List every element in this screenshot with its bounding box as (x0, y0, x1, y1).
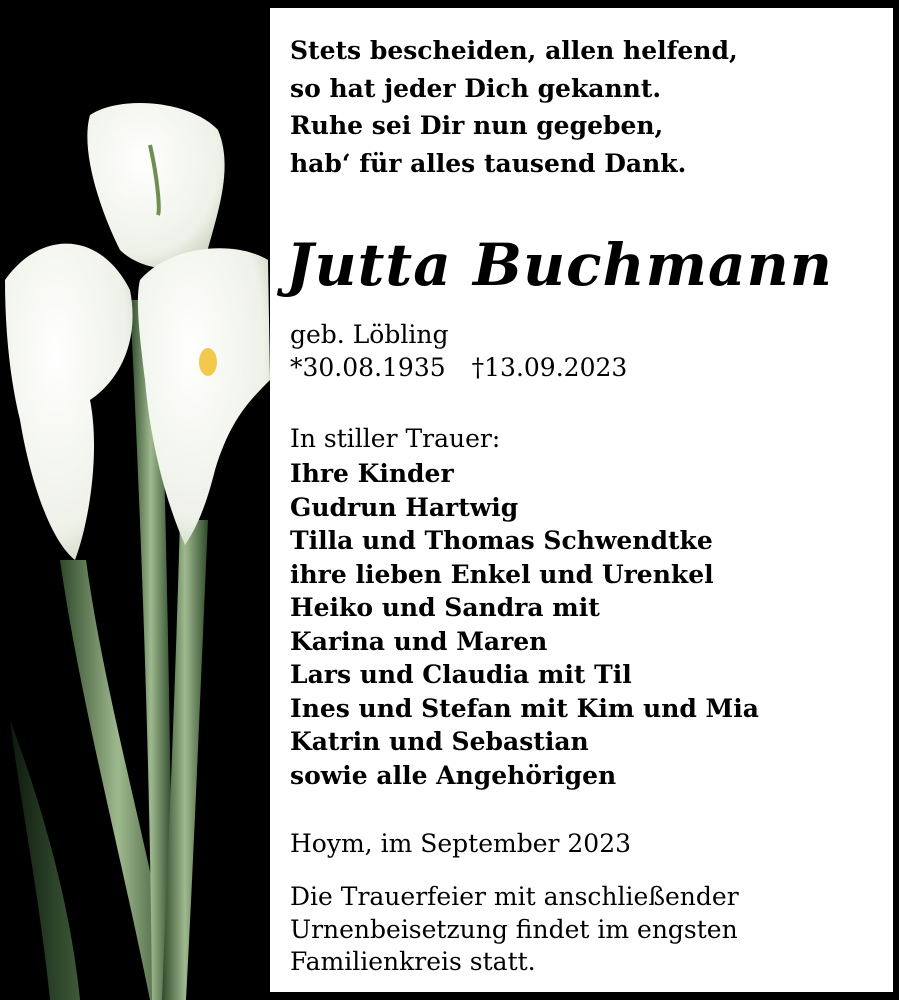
obituary-panel (270, 8, 893, 992)
mourner-line: Lars und Claudia mit Til (290, 660, 632, 689)
ceremony-line: Die Trauerfeier mit anschließender (290, 882, 739, 911)
mourner-line: Karina und Maren (290, 626, 548, 656)
mourner-line: Ines und Stefan mit Kim und Mia (290, 693, 759, 723)
ceremony-line: Familienkreis statt. (290, 947, 536, 976)
mourner-line: Heiko und Sandra mit (290, 593, 600, 622)
place-date: Hoym, im September 2023 (290, 829, 632, 858)
ceremony-notice (290, 881, 739, 979)
memorial-verse (290, 32, 738, 182)
verse-line: hab‘ für alles tausend Dank. (290, 148, 687, 178)
mourner-line: Gudrun Hartwig (290, 492, 519, 522)
mourner-line: Ihre Kinder (290, 459, 454, 488)
verse-line: so hat jeder Dich gekannt. (290, 73, 662, 103)
verse-line: Ruhe sei Dir nun gegeben, (290, 111, 664, 140)
birth-date: *30.08.1935 (290, 353, 446, 382)
death-date: †13.09.2023 (471, 353, 628, 382)
mourners-list (290, 457, 759, 792)
mourner-line: ihre lieben Enkel und Urenkel (290, 559, 714, 589)
calla-lily-photo (0, 0, 270, 1000)
life-dates (290, 351, 627, 384)
lily-spadix-right (199, 348, 217, 376)
ceremony-line: Urnenbeisetzung findet im engsten (290, 914, 738, 944)
verse-line: Stets bescheiden, allen helfend, (290, 36, 738, 65)
calla-lily-illustration (0, 0, 270, 1000)
birth-name: geb. Löbling (290, 320, 449, 349)
deceased-name: Jutta Buchmann (286, 231, 833, 299)
mourner-line: Katrin und Sebastian (290, 727, 589, 756)
mourner-line: sowie alle Angehörigen (290, 760, 617, 790)
mourner-line: Tilla und Thomas Schwendtke (290, 526, 713, 555)
mourners-intro: In stiller Trauer: (290, 424, 501, 453)
